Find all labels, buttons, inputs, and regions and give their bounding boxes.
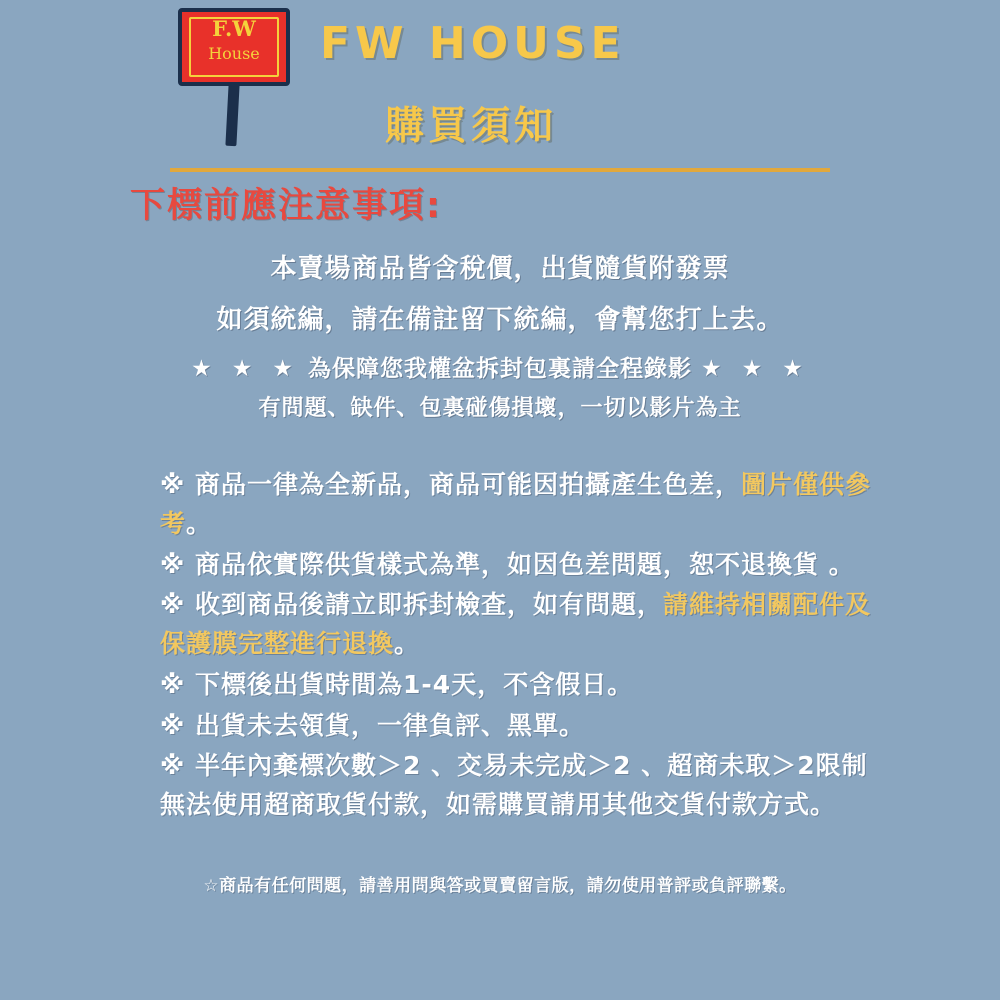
rule-highlight: 請維持相關配件及保護膜完整進行退換	[160, 590, 872, 658]
footer-note: ☆商品有任何問題，請善用問與答或買賣留言版，請勿使用普評或負評聯繫。	[203, 875, 797, 896]
rule-item	[160, 546, 880, 585]
rule-item	[160, 747, 880, 825]
star-line-text: 為保障您我權盆拆封包裏請全程錄影	[308, 356, 692, 382]
rule-text: 下標後出貨時間為1-4天，不含假日。	[195, 669, 634, 699]
logo-text-house: House	[208, 44, 260, 63]
rule-text: 出貨未去領貨，一律負評、黑單。	[195, 710, 586, 740]
logo-text-fw: F.W	[212, 16, 256, 41]
section-title: 下標前應注意事項:	[130, 186, 442, 226]
rule-highlight: 圖片僅供參考	[160, 470, 872, 538]
rule-marker: ※	[160, 470, 186, 499]
notice-star-line	[0, 350, 1000, 383]
logo-signboard	[178, 8, 290, 86]
page-header	[0, 0, 1000, 170]
rule-item	[160, 666, 880, 705]
rule-text: 商品一律為全新品，商品可能因拍攝產生色差，	[195, 470, 742, 499]
rule-marker: ※	[160, 549, 186, 579]
rule-marker: ※	[160, 710, 186, 740]
rule-text: 半年內棄標次數＞2 、交易未完成＞2 、超商未取＞2限制無法使用超商取貨付款，如需購買請用其他交貨付款方式。	[160, 751, 868, 819]
notice-line-2: 如須統編，請在備註留下統編，會幫您打上去。	[216, 305, 784, 335]
rule-marker: ※	[160, 669, 186, 699]
rule-text-tail: 。	[394, 629, 421, 658]
rule-marker: ※	[160, 751, 186, 781]
fw-house-logo	[168, 6, 298, 156]
rule-item	[160, 707, 880, 746]
notice-line-3: 有問題、缺件、包裏碰傷損壞，一切以影片為主	[258, 396, 742, 421]
header-divider	[170, 168, 830, 172]
rule-text: 收到商品後請立即拆封檢查，如有問題，	[195, 590, 664, 620]
notice-block	[0, 248, 1000, 422]
rule-text-tail: 。	[186, 508, 213, 538]
rule-item	[160, 466, 880, 544]
rule-text: 商品依實際供貨樣式為準，如因色差問題，恕不退換貨 。	[195, 549, 855, 579]
rule-item	[160, 586, 880, 664]
rules-list	[160, 466, 880, 825]
brand-title: FW HOUSE	[320, 18, 626, 69]
logo-signpost	[225, 84, 239, 146]
page-content	[0, 178, 1000, 896]
rule-marker: ※	[160, 590, 186, 620]
page-subtitle: 購買須知	[385, 104, 558, 149]
notice-line-1: 本賣場商品皆含稅價，出貨隨貨附發票	[270, 254, 730, 284]
stars-left: ★ ★ ★	[191, 356, 299, 382]
stars-right: ★ ★ ★	[701, 356, 809, 382]
